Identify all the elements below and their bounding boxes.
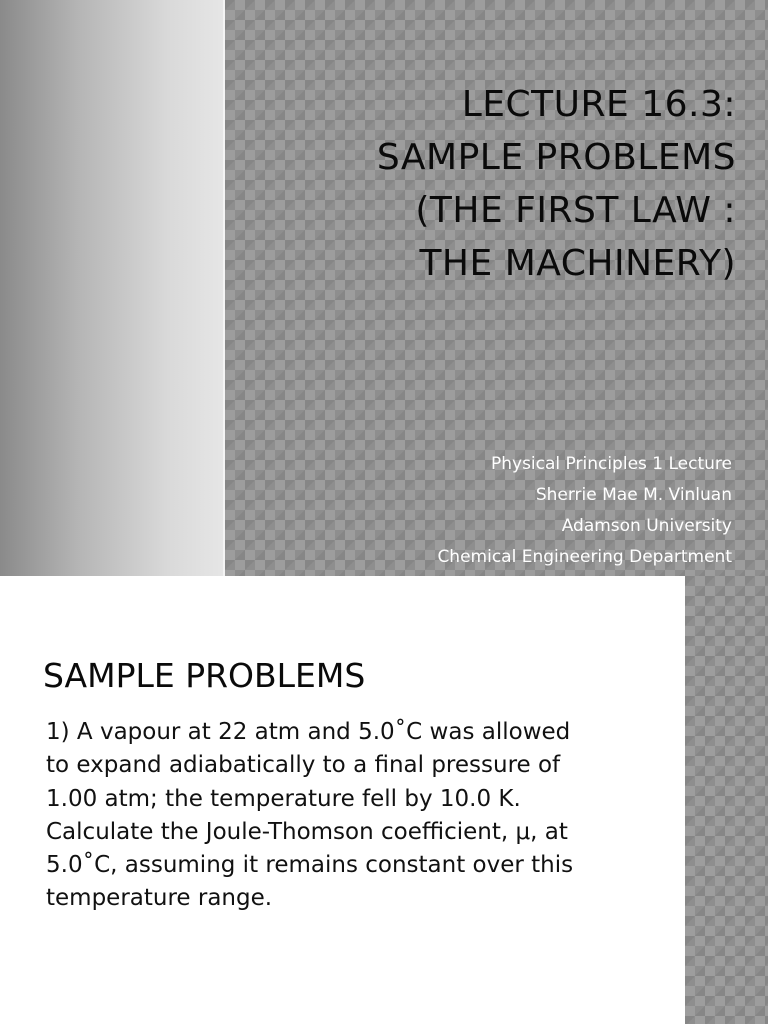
patterned-strip — [685, 576, 768, 1024]
title-line: LECTURE 16.3: — [461, 84, 736, 125]
course-name: Physical Principles 1 Lecture — [490, 454, 732, 474]
author-name: Sherrie Mae M. Vinluan — [535, 485, 732, 505]
problem-line: temperature range. — [46, 885, 273, 912]
slide-subtitle — [437, 449, 732, 573]
patterned-panel — [225, 0, 768, 576]
university-name: Adamson University — [561, 516, 732, 536]
content-slide — [0, 576, 768, 1024]
title-line: (THE FIRST LAW : — [415, 190, 736, 231]
department-name: Chemical Engineering Department — [437, 547, 732, 567]
title-line: SAMPLE PROBLEMS — [376, 137, 736, 178]
problem-line: 1.00 atm; the temperature fell by 10.0 K. — [46, 785, 521, 812]
slide-title — [256, 78, 736, 290]
problem-line: 1) A vapour at 22 atm and 5.0˚C was allowed — [46, 719, 571, 745]
problem-text — [46, 716, 666, 916]
title-line: THE MACHINERY) — [419, 243, 736, 284]
problem-line: to expand adiabatically to a final pressure of — [46, 752, 561, 779]
content-heading: SAMPLE PROBLEMS — [43, 656, 366, 695]
gradient-panel — [0, 0, 224, 576]
problem-line: Calculate the Joule-Thomson coefficient, μ, at — [46, 818, 568, 845]
problem-line: 5.0˚C, assuming it remains constant over this — [46, 852, 574, 879]
